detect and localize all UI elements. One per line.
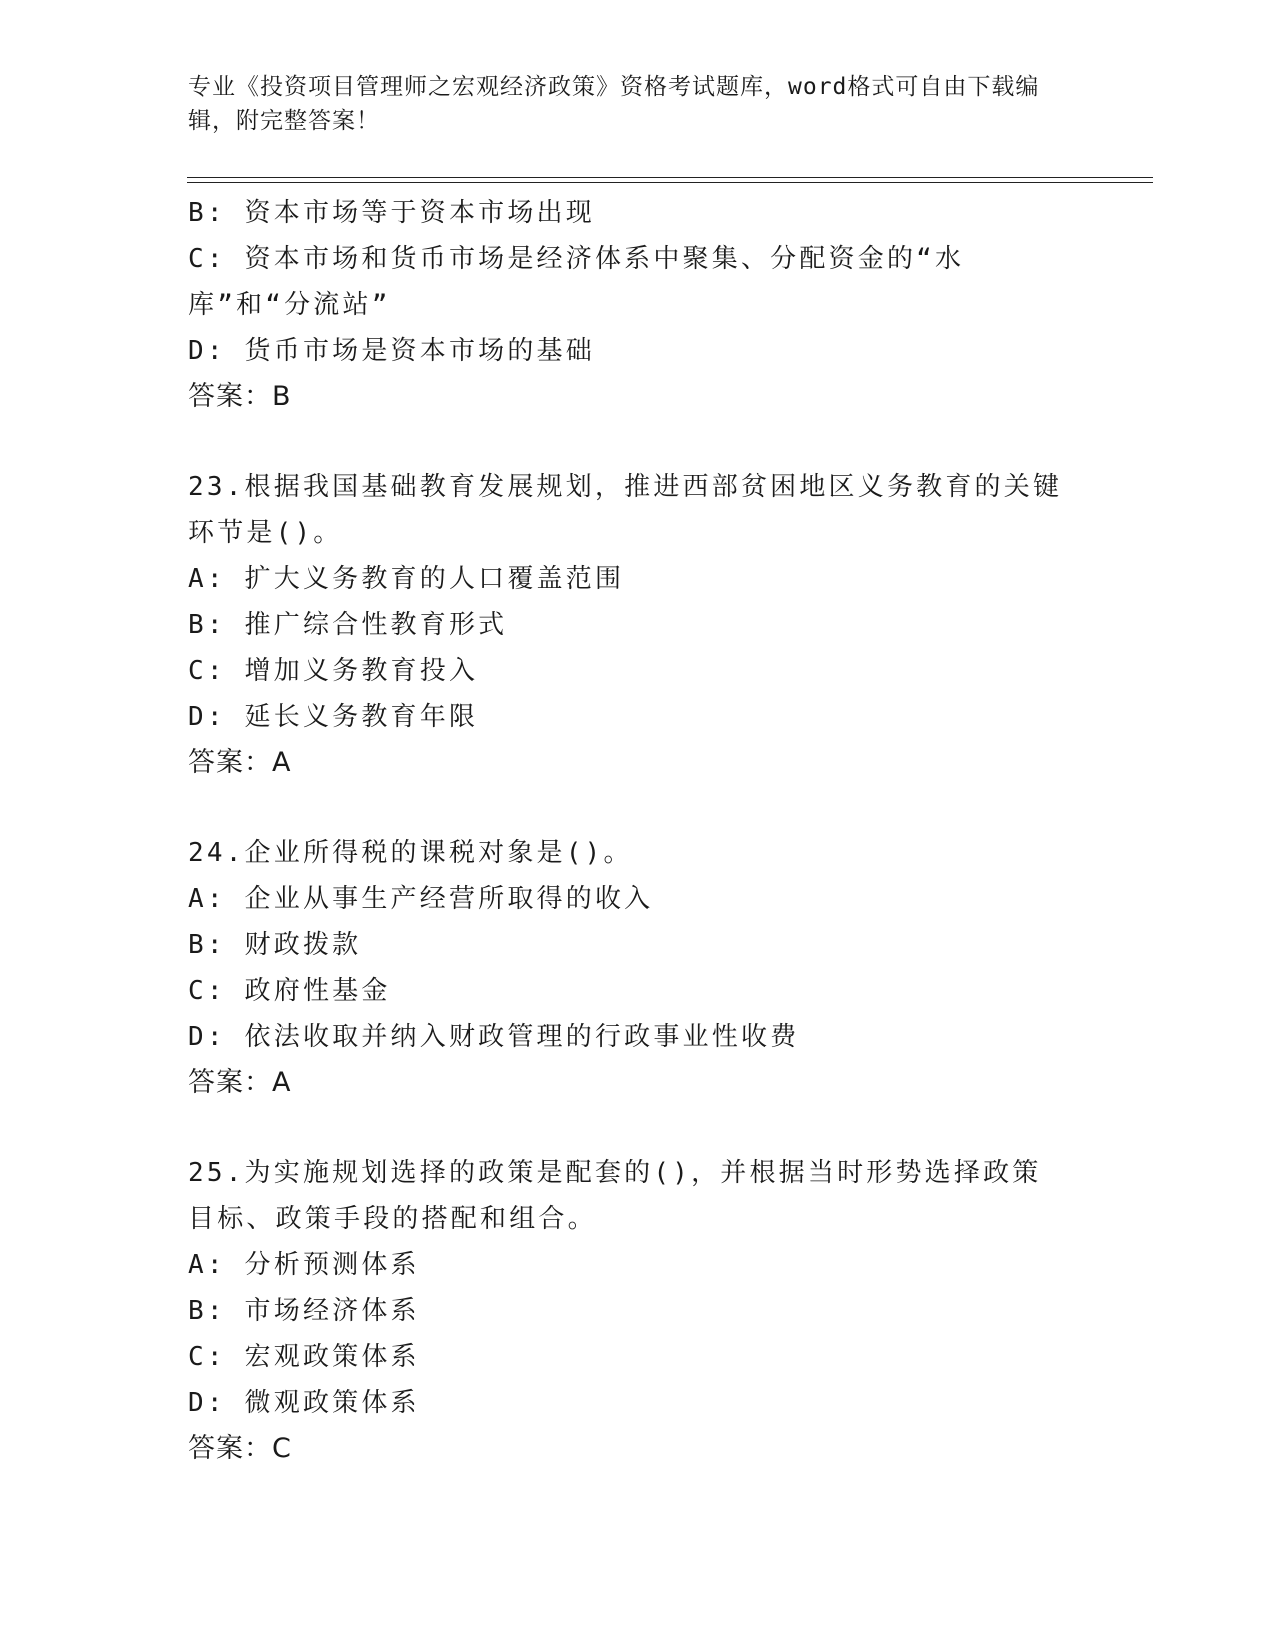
question-stem: 24.企业所得税的课税对象是()。	[188, 838, 633, 868]
answer-line: 答案：B	[188, 381, 292, 412]
option-d: D: 微观政策体系	[188, 1388, 420, 1418]
option-b: B: 财政拨款	[188, 930, 362, 960]
header-divider-top	[187, 177, 1153, 178]
option-a: A: 企业从事生产经营所取得的收入	[188, 884, 654, 914]
question-25	[188, 1150, 1068, 1472]
answer-line: 答案：A	[188, 1067, 292, 1098]
question-content	[188, 190, 1068, 1472]
option-d: D: 货币市场是资本市场的基础	[188, 336, 595, 366]
option-b: B: 推广综合性教育形式	[188, 610, 508, 640]
question-22-continued	[188, 190, 1068, 420]
option-d: D: 延长义务教育年限	[188, 702, 479, 732]
question-stem: 23.根据我国基础教育发展规划，推进西部贫困地区义务教育的关键环节是()。	[188, 472, 1063, 548]
answer-line: 答案：C	[188, 1433, 292, 1464]
question-24	[188, 830, 1068, 1106]
answer-line: 答案：A	[188, 747, 292, 778]
option-a: A: 分析预测体系	[188, 1250, 420, 1280]
option-b: B: 资本市场等于资本市场出现	[188, 198, 595, 228]
question-spacer	[188, 1106, 1068, 1150]
option-a: A: 扩大义务教育的人口覆盖范围	[188, 564, 625, 594]
question-23	[188, 464, 1068, 786]
option-b: B: 市场经济体系	[188, 1296, 420, 1326]
question-spacer	[188, 786, 1068, 830]
header-divider-bottom	[187, 182, 1153, 183]
option-d: D: 依法收取并纳入财政管理的行政事业性收费	[188, 1022, 800, 1052]
document-header	[188, 70, 1068, 138]
option-c: C: 资本市场和货币市场是经济体系中聚集、分配资金的“水库”和“分流站”	[188, 244, 965, 320]
header-text: 专业《投资项目管理师之宏观经济政策》资格考试题库，word格式可自由下载编辑，附完整答案！	[188, 74, 1040, 134]
option-c: C: 增加义务教育投入	[188, 656, 479, 686]
option-c: C: 宏观政策体系	[188, 1342, 420, 1372]
question-stem: 25.为实施规划选择的政策是配套的()，并根据当时形势选择政策目标、政策手段的搭配和组合。	[188, 1158, 1042, 1234]
question-spacer	[188, 420, 1068, 464]
option-c: C: 政府性基金	[188, 976, 391, 1006]
